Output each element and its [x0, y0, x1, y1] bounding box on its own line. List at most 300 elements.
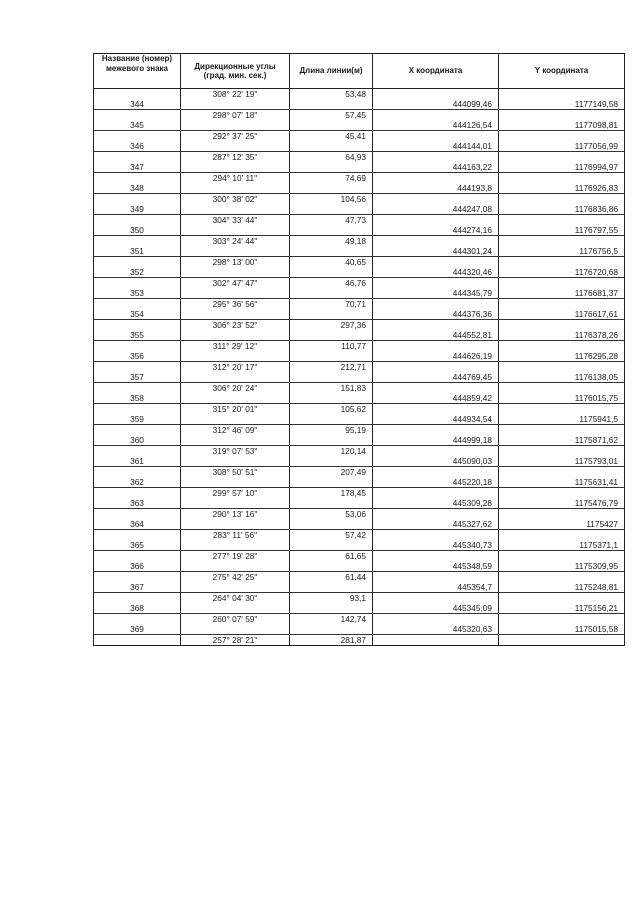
segment-row — [94, 425, 625, 436]
direction-angle-cell: 304° 33' 44" — [181, 215, 290, 226]
segment-row — [94, 530, 625, 541]
marker-name-cell: 352 — [94, 267, 181, 278]
line-length-cell — [290, 309, 373, 320]
line-length-cell — [290, 435, 373, 446]
direction-angle-cell: 308° 22' 19" — [181, 89, 290, 100]
segment-row — [94, 446, 625, 457]
direction-angle-cell — [181, 351, 290, 362]
marker-name-cell: 359 — [94, 414, 181, 425]
marker-row — [94, 624, 625, 635]
line-length-cell — [290, 477, 373, 488]
direction-angle-cell: 308° 50' 51" — [181, 467, 290, 478]
coordinates-sheet — [93, 53, 624, 646]
direction-angle-cell: 306° 20' 24" — [181, 383, 290, 394]
line-length-cell: 61,44 — [290, 572, 373, 583]
x-coordinate-cell: 444934,54 — [373, 414, 499, 425]
y-coordinate-cell — [499, 467, 625, 478]
direction-angle-cell — [181, 99, 290, 110]
marker-name-cell — [94, 320, 181, 331]
marker-row — [94, 519, 625, 530]
marker-name-cell: 355 — [94, 330, 181, 341]
header-x-coordinate: X координата — [373, 54, 499, 89]
header-direction-angle: Дирекционные углы (град. мин. сек.) — [181, 54, 290, 89]
x-coordinate-cell — [373, 278, 499, 289]
marker-row — [94, 498, 625, 509]
y-coordinate-cell — [499, 341, 625, 352]
x-coordinate-cell: 445320,63 — [373, 624, 499, 635]
x-coordinate-cell: 445309,28 — [373, 498, 499, 509]
marker-name-cell — [94, 446, 181, 457]
direction-angle-cell — [181, 204, 290, 215]
x-coordinate-cell: 444859,42 — [373, 393, 499, 404]
y-coordinate-cell: 1175248,81 — [499, 582, 625, 593]
marker-row — [94, 141, 625, 152]
marker-name-cell: 364 — [94, 519, 181, 530]
direction-angle-cell — [181, 498, 290, 509]
direction-angle-cell: 302° 47' 47" — [181, 278, 290, 289]
direction-angle-cell — [181, 624, 290, 635]
line-length-cell: 95,19 — [290, 425, 373, 436]
line-length-cell — [290, 603, 373, 614]
x-coordinate-cell: 445340,73 — [373, 540, 499, 551]
line-length-cell: 212,71 — [290, 362, 373, 373]
x-coordinate-cell: 444274,16 — [373, 225, 499, 236]
table-body — [94, 89, 625, 646]
x-coordinate-cell — [373, 152, 499, 163]
y-coordinate-cell: 1176378,26 — [499, 330, 625, 341]
direction-angle-cell: 294° 10' 11" — [181, 173, 290, 184]
direction-angle-cell — [181, 540, 290, 551]
y-coordinate-cell — [499, 614, 625, 625]
marker-row — [94, 372, 625, 383]
y-coordinate-cell — [499, 278, 625, 289]
marker-row — [94, 288, 625, 299]
marker-row — [94, 183, 625, 194]
line-length-cell: 53,06 — [290, 509, 373, 520]
segment-row — [94, 614, 625, 625]
segment-row — [94, 173, 625, 184]
direction-angle-cell — [181, 603, 290, 614]
line-length-cell — [290, 99, 373, 110]
direction-angle-cell: 312° 20' 17" — [181, 362, 290, 373]
marker-name-cell: 369 — [94, 624, 181, 635]
line-length-cell — [290, 141, 373, 152]
y-coordinate-cell: 1176836,86 — [499, 204, 625, 215]
segment-row — [94, 572, 625, 583]
direction-angle-cell — [181, 477, 290, 488]
direction-angle-cell: 260° 07' 59" — [181, 614, 290, 625]
segment-row — [94, 320, 625, 331]
marker-name-cell: 349 — [94, 204, 181, 215]
marker-name-cell — [94, 530, 181, 541]
x-coordinate-cell — [373, 614, 499, 625]
x-coordinate-cell — [373, 341, 499, 352]
y-coordinate-cell: 1176797,55 — [499, 225, 625, 236]
x-coordinate-cell — [373, 404, 499, 415]
marker-name-cell — [94, 236, 181, 247]
y-coordinate-cell — [499, 152, 625, 163]
y-coordinate-cell — [499, 89, 625, 100]
segment-row — [94, 467, 625, 478]
x-coordinate-cell: 444769,45 — [373, 372, 499, 383]
segment-row — [94, 593, 625, 604]
y-coordinate-cell: 1176295,28 — [499, 351, 625, 362]
x-coordinate-cell — [373, 236, 499, 247]
x-coordinate-cell: 445348,59 — [373, 561, 499, 572]
segment-row — [94, 299, 625, 310]
marker-name-cell — [94, 383, 181, 394]
x-coordinate-cell: 444247,08 — [373, 204, 499, 215]
line-length-cell — [290, 246, 373, 257]
line-length-cell — [290, 561, 373, 572]
y-coordinate-cell: 1176720,68 — [499, 267, 625, 278]
line-length-cell — [290, 540, 373, 551]
x-coordinate-cell: 444552,81 — [373, 330, 499, 341]
marker-name-cell: 362 — [94, 477, 181, 488]
segment-row — [94, 404, 625, 415]
direction-angle-cell — [181, 582, 290, 593]
segment-row — [94, 635, 625, 646]
x-coordinate-cell — [373, 572, 499, 583]
line-length-cell: 47,73 — [290, 215, 373, 226]
header-row — [94, 54, 625, 89]
x-coordinate-cell — [373, 425, 499, 436]
marker-name-cell — [94, 551, 181, 562]
marker-row — [94, 477, 625, 488]
line-length-cell: 45,41 — [290, 131, 373, 142]
y-coordinate-cell: 1176994,97 — [499, 162, 625, 173]
marker-name-cell — [94, 89, 181, 100]
marker-name-cell — [94, 299, 181, 310]
line-length-cell: 104,56 — [290, 194, 373, 205]
direction-angle-cell — [181, 561, 290, 572]
y-coordinate-cell — [499, 110, 625, 121]
marker-name-cell: 358 — [94, 393, 181, 404]
marker-row — [94, 540, 625, 551]
direction-angle-cell — [181, 393, 290, 404]
direction-angle-cell: 306° 23' 52" — [181, 320, 290, 331]
y-coordinate-cell — [499, 131, 625, 142]
y-coordinate-cell — [499, 425, 625, 436]
x-coordinate-cell: 445354,7 — [373, 582, 499, 593]
marker-name-cell: 356 — [94, 351, 181, 362]
y-coordinate-cell: 1177056,99 — [499, 141, 625, 152]
marker-name-cell: 344 — [94, 99, 181, 110]
line-length-cell: 57,42 — [290, 530, 373, 541]
segment-row — [94, 509, 625, 520]
direction-angle-cell — [181, 267, 290, 278]
line-length-cell: 70,71 — [290, 299, 373, 310]
x-coordinate-cell: 444301,24 — [373, 246, 499, 257]
segment-row — [94, 257, 625, 268]
direction-angle-cell: 283° 11' 56" — [181, 530, 290, 541]
direction-angle-cell — [181, 162, 290, 173]
segment-row — [94, 152, 625, 163]
y-coordinate-cell — [499, 635, 625, 646]
y-coordinate-cell: 1176926,83 — [499, 183, 625, 194]
y-coordinate-cell: 1175156,21 — [499, 603, 625, 614]
segment-row — [94, 89, 625, 100]
marker-name-cell — [94, 257, 181, 268]
direction-angle-cell: 298° 07' 18" — [181, 110, 290, 121]
segment-row — [94, 341, 625, 352]
line-length-cell: 105,62 — [290, 404, 373, 415]
marker-name-cell: 357 — [94, 372, 181, 383]
table-header — [94, 54, 625, 89]
marker-name-cell — [94, 278, 181, 289]
y-coordinate-cell: 1175631,41 — [499, 477, 625, 488]
x-coordinate-cell — [373, 446, 499, 457]
marker-row — [94, 246, 625, 257]
x-coordinate-cell — [373, 551, 499, 562]
line-length-cell — [290, 288, 373, 299]
direction-angle-cell: 303° 24' 44" — [181, 236, 290, 247]
y-coordinate-cell: 1177098,81 — [499, 120, 625, 131]
header-y-coordinate: Y координата — [499, 54, 625, 89]
x-coordinate-cell: 444999,18 — [373, 435, 499, 446]
direction-angle-cell: 298° 13' 00" — [181, 257, 290, 268]
marker-name-cell — [94, 173, 181, 184]
y-coordinate-cell: 1176756,5 — [499, 246, 625, 257]
y-coordinate-cell: 1175371,1 — [499, 540, 625, 551]
direction-angle-cell: 299° 57' 10" — [181, 488, 290, 499]
line-length-cell — [290, 456, 373, 467]
segment-row — [94, 194, 625, 205]
x-coordinate-cell — [373, 362, 499, 373]
y-coordinate-cell: 1176617,61 — [499, 309, 625, 320]
line-length-cell — [290, 225, 373, 236]
marker-name-cell — [94, 362, 181, 373]
direction-angle-cell — [181, 288, 290, 299]
y-coordinate-cell — [499, 572, 625, 583]
marker-row — [94, 603, 625, 614]
marker-row — [94, 330, 625, 341]
line-length-cell: 281,87 — [290, 635, 373, 646]
x-coordinate-cell: 444099,46 — [373, 99, 499, 110]
line-length-cell: 74,69 — [290, 173, 373, 184]
x-coordinate-cell: 444345,79 — [373, 288, 499, 299]
x-coordinate-cell: 444626,19 — [373, 351, 499, 362]
marker-row — [94, 120, 625, 131]
line-length-cell — [290, 393, 373, 404]
x-coordinate-cell — [373, 530, 499, 541]
y-coordinate-cell — [499, 299, 625, 310]
marker-name-cell — [94, 488, 181, 499]
line-length-cell: 142,74 — [290, 614, 373, 625]
x-coordinate-cell: 445220,18 — [373, 477, 499, 488]
line-length-cell — [290, 204, 373, 215]
marker-name-cell — [94, 341, 181, 352]
direction-angle-cell — [181, 435, 290, 446]
x-coordinate-cell — [373, 635, 499, 646]
line-length-cell: 53,48 — [290, 89, 373, 100]
y-coordinate-cell — [499, 173, 625, 184]
x-coordinate-cell — [373, 299, 499, 310]
line-length-cell — [290, 414, 373, 425]
marker-name-cell: 363 — [94, 498, 181, 509]
direction-angle-cell: 257° 28' 21" — [181, 635, 290, 646]
marker-name-cell: 346 — [94, 141, 181, 152]
y-coordinate-cell — [499, 257, 625, 268]
line-length-cell — [290, 162, 373, 173]
marker-name-cell: 345 — [94, 120, 181, 131]
marker-name-cell: 354 — [94, 309, 181, 320]
direction-angle-cell: 287° 12' 35" — [181, 152, 290, 163]
line-length-cell — [290, 624, 373, 635]
marker-name-cell: 361 — [94, 456, 181, 467]
line-length-cell: 93,1 — [290, 593, 373, 604]
x-coordinate-cell — [373, 509, 499, 520]
direction-angle-cell: 312° 46' 09" — [181, 425, 290, 436]
line-length-cell — [290, 267, 373, 278]
x-coordinate-cell: 444163,22 — [373, 162, 499, 173]
line-length-cell: 151,83 — [290, 383, 373, 394]
line-length-cell — [290, 351, 373, 362]
marker-name-cell — [94, 215, 181, 226]
marker-name-cell — [94, 194, 181, 205]
marker-name-cell: 348 — [94, 183, 181, 194]
x-coordinate-cell — [373, 593, 499, 604]
y-coordinate-cell: 1175476,79 — [499, 498, 625, 509]
marker-row — [94, 204, 625, 215]
y-coordinate-cell — [499, 404, 625, 415]
marker-name-cell — [94, 425, 181, 436]
marker-row — [94, 456, 625, 467]
y-coordinate-cell — [499, 383, 625, 394]
x-coordinate-cell — [373, 173, 499, 184]
line-length-cell — [290, 372, 373, 383]
y-coordinate-cell: 1175015,58 — [499, 624, 625, 635]
y-coordinate-cell: 1175871,62 — [499, 435, 625, 446]
direction-angle-cell: 311° 29' 12" — [181, 341, 290, 352]
x-coordinate-cell — [373, 257, 499, 268]
line-length-cell — [290, 519, 373, 530]
x-coordinate-cell — [373, 467, 499, 478]
marker-name-cell: 347 — [94, 162, 181, 173]
y-coordinate-cell: 1175941,5 — [499, 414, 625, 425]
y-coordinate-cell — [499, 551, 625, 562]
line-length-cell: 57,45 — [290, 110, 373, 121]
x-coordinate-cell: 444144,01 — [373, 141, 499, 152]
marker-name-cell — [94, 152, 181, 163]
marker-name-cell: 360 — [94, 435, 181, 446]
y-coordinate-cell: 1175427 — [499, 519, 625, 530]
marker-name-cell: 368 — [94, 603, 181, 614]
direction-angle-cell: 264° 04' 30" — [181, 593, 290, 604]
x-coordinate-cell: 444376,36 — [373, 309, 499, 320]
segment-row — [94, 110, 625, 121]
y-coordinate-cell — [499, 194, 625, 205]
direction-angle-cell: 315° 20' 01" — [181, 404, 290, 415]
x-coordinate-cell — [373, 89, 499, 100]
marker-name-cell — [94, 467, 181, 478]
line-length-cell: 178,45 — [290, 488, 373, 499]
direction-angle-cell — [181, 309, 290, 320]
marker-name-cell: 351 — [94, 246, 181, 257]
marker-name-cell — [94, 572, 181, 583]
marker-row — [94, 414, 625, 425]
header-marker-name: Название (номер) межевого знака — [94, 54, 181, 89]
direction-angle-cell — [181, 330, 290, 341]
line-length-cell: 64,93 — [290, 152, 373, 163]
x-coordinate-cell — [373, 215, 499, 226]
x-coordinate-cell — [373, 194, 499, 205]
direction-angle-cell — [181, 372, 290, 383]
x-coordinate-cell — [373, 320, 499, 331]
line-length-cell — [290, 330, 373, 341]
line-length-cell: 40,65 — [290, 257, 373, 268]
marker-name-cell: 367 — [94, 582, 181, 593]
marker-row — [94, 162, 625, 173]
y-coordinate-cell — [499, 446, 625, 457]
direction-angle-cell — [181, 246, 290, 257]
marker-name-cell — [94, 614, 181, 625]
marker-row — [94, 582, 625, 593]
segment-row — [94, 362, 625, 373]
line-length-cell: 120,14 — [290, 446, 373, 457]
direction-angle-cell: 295° 36' 56" — [181, 299, 290, 310]
segment-row — [94, 131, 625, 142]
x-coordinate-cell — [373, 131, 499, 142]
y-coordinate-cell: 1175793,01 — [499, 456, 625, 467]
direction-angle-cell: 275° 42' 25" — [181, 572, 290, 583]
segment-row — [94, 551, 625, 562]
direction-angle-cell — [181, 414, 290, 425]
segment-row — [94, 215, 625, 226]
boundary-coordinates-table — [93, 53, 625, 646]
y-coordinate-cell — [499, 236, 625, 247]
marker-name-cell — [94, 110, 181, 121]
x-coordinate-cell: 444126,54 — [373, 120, 499, 131]
line-length-cell: 61,65 — [290, 551, 373, 562]
marker-row — [94, 267, 625, 278]
segment-row — [94, 278, 625, 289]
direction-angle-cell: 319° 07' 53" — [181, 446, 290, 457]
direction-angle-cell — [181, 141, 290, 152]
marker-name-cell — [94, 635, 181, 646]
y-coordinate-cell: 1177149,58 — [499, 99, 625, 110]
x-coordinate-cell — [373, 110, 499, 121]
x-coordinate-cell — [373, 488, 499, 499]
marker-name-cell — [94, 509, 181, 520]
direction-angle-cell — [181, 120, 290, 131]
segment-row — [94, 488, 625, 499]
line-length-cell: 49,18 — [290, 236, 373, 247]
x-coordinate-cell: 445345,09 — [373, 603, 499, 614]
line-length-cell — [290, 183, 373, 194]
marker-row — [94, 393, 625, 404]
x-coordinate-cell: 444193,8 — [373, 183, 499, 194]
y-coordinate-cell — [499, 509, 625, 520]
marker-row — [94, 225, 625, 236]
marker-name-cell: 350 — [94, 225, 181, 236]
y-coordinate-cell: 1175309,95 — [499, 561, 625, 572]
y-coordinate-cell: 1176015,75 — [499, 393, 625, 404]
header-line-length: Длина линии(м) — [290, 54, 373, 89]
direction-angle-cell — [181, 225, 290, 236]
marker-name-cell — [94, 593, 181, 604]
y-coordinate-cell: 1176138,05 — [499, 372, 625, 383]
marker-row — [94, 99, 625, 110]
marker-row — [94, 435, 625, 446]
marker-row — [94, 351, 625, 362]
y-coordinate-cell — [499, 488, 625, 499]
direction-angle-cell — [181, 183, 290, 194]
y-coordinate-cell — [499, 215, 625, 226]
marker-row — [94, 309, 625, 320]
y-coordinate-cell: 1176681,37 — [499, 288, 625, 299]
y-coordinate-cell — [499, 362, 625, 373]
